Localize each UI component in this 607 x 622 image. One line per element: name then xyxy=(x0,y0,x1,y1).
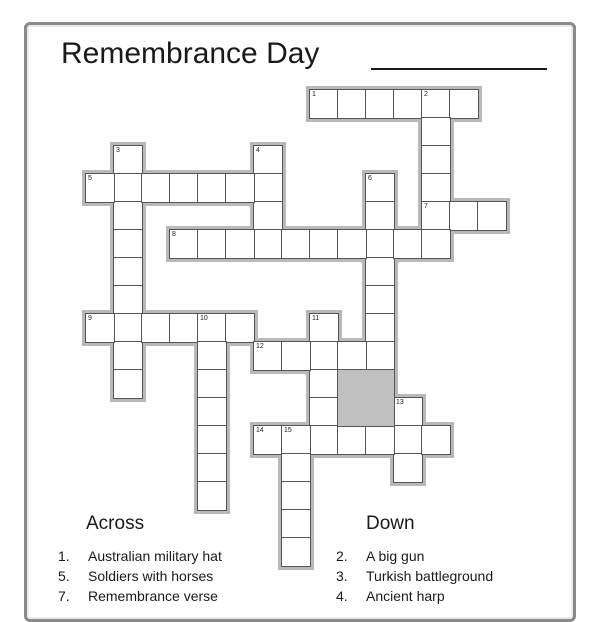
crossword-cell[interactable] xyxy=(198,314,226,342)
crossword-cell[interactable] xyxy=(394,426,422,454)
crossword-cell[interactable] xyxy=(310,230,338,258)
clue-item-number: 5. xyxy=(58,568,70,584)
clue-number: 3 xyxy=(116,147,120,154)
crossword-cell[interactable] xyxy=(254,202,282,230)
crossword-cell[interactable] xyxy=(422,202,450,230)
crossword-cell[interactable] xyxy=(366,202,394,230)
crossword-cell[interactable] xyxy=(310,314,338,342)
clue-item-number: 2. xyxy=(336,548,348,564)
clue-item xyxy=(58,586,222,606)
crossword-cell[interactable] xyxy=(282,342,310,370)
crossword-cell[interactable] xyxy=(394,230,422,258)
crossword-cell[interactable] xyxy=(198,398,226,426)
crossword-cell[interactable] xyxy=(114,342,142,370)
crossword-cell[interactable] xyxy=(394,398,422,426)
crossword-cell[interactable] xyxy=(86,174,114,202)
crossword-cell[interactable] xyxy=(114,314,142,342)
crossword-cell[interactable] xyxy=(366,230,394,258)
crossword-cell[interactable] xyxy=(310,342,338,370)
clue-number: 2 xyxy=(424,91,428,98)
clue-item-text: Soldiers with horses xyxy=(88,568,214,584)
clue-item-text: A big gun xyxy=(366,548,425,564)
clue-item xyxy=(58,546,222,566)
clue-item-text: Ancient harp xyxy=(366,588,445,604)
crossword-cell[interactable] xyxy=(338,90,366,118)
crossword-cell[interactable] xyxy=(366,258,394,286)
crossword-cell[interactable] xyxy=(366,174,394,202)
crossword-cell[interactable] xyxy=(114,174,142,202)
clue-item-number: 1. xyxy=(58,548,70,564)
clue-number: 10 xyxy=(200,315,208,322)
crossword-cell[interactable] xyxy=(422,146,450,174)
crossword-cell[interactable] xyxy=(198,174,226,202)
crossword-cell[interactable] xyxy=(310,398,338,426)
clue-number: 5 xyxy=(88,175,92,182)
crossword-cell[interactable] xyxy=(366,314,394,342)
crossword-cell[interactable] xyxy=(310,426,338,454)
clue-number: 14 xyxy=(256,427,264,434)
clue-item xyxy=(336,566,493,586)
clue-item-text: Turkish battleground xyxy=(366,568,494,584)
crossword-cell[interactable] xyxy=(226,314,254,342)
crossword-cell[interactable] xyxy=(226,230,254,258)
clue-number: 9 xyxy=(88,315,92,322)
crossword-cell[interactable] xyxy=(254,174,282,202)
crossword-cell[interactable] xyxy=(254,426,282,454)
crossword-cell[interactable] xyxy=(450,202,478,230)
crossword-cell[interactable] xyxy=(338,342,366,370)
crossword-cell[interactable] xyxy=(282,230,310,258)
crossword-cell[interactable] xyxy=(114,230,142,258)
crossword-cell[interactable] xyxy=(198,370,226,398)
across-heading: Across xyxy=(86,513,145,534)
crossword-cell[interactable] xyxy=(170,230,198,258)
crossword-cell[interactable] xyxy=(310,90,338,118)
crossword-cell[interactable] xyxy=(170,174,198,202)
crossword-cell[interactable] xyxy=(198,482,226,510)
crossword-cell[interactable] xyxy=(170,314,198,342)
crossword-cell[interactable] xyxy=(254,342,282,370)
clue-number: 6 xyxy=(368,175,372,182)
crossword-cell[interactable] xyxy=(366,90,394,118)
shaded-block xyxy=(338,370,394,426)
crossword-cell[interactable] xyxy=(450,90,478,118)
clue-item-text: Australian military hat xyxy=(88,548,222,564)
down-heading: Down xyxy=(366,513,415,534)
clue-item-text: Remembrance verse xyxy=(88,588,218,604)
crossword-cell[interactable] xyxy=(282,482,310,510)
clue-item-number: 4. xyxy=(336,588,348,604)
crossword-cell[interactable] xyxy=(478,202,506,230)
crossword-cell[interactable] xyxy=(254,230,282,258)
crossword-cell[interactable] xyxy=(338,426,366,454)
across-clue-list xyxy=(58,546,222,606)
crossword-cell[interactable] xyxy=(422,174,450,202)
crossword-cell[interactable] xyxy=(254,146,282,174)
clue-number: 11 xyxy=(312,315,320,322)
clue-number: 8 xyxy=(172,231,176,238)
crossword-cell[interactable] xyxy=(114,202,142,230)
crossword-cell[interactable] xyxy=(198,230,226,258)
clue-item-number: 3. xyxy=(336,568,348,584)
clue-item xyxy=(336,546,493,566)
crossword-cell[interactable] xyxy=(282,538,310,566)
crossword-cell[interactable] xyxy=(366,286,394,314)
clue-number: 4 xyxy=(256,147,260,154)
crossword-cell[interactable] xyxy=(198,454,226,482)
down-clue-list xyxy=(336,546,493,606)
clue-item xyxy=(58,566,222,586)
crossword-cell[interactable] xyxy=(366,426,394,454)
crossword-cell[interactable] xyxy=(142,174,170,202)
crossword-cell[interactable] xyxy=(422,230,450,258)
crossword-cell[interactable] xyxy=(394,90,422,118)
crossword-cell[interactable] xyxy=(114,370,142,398)
clue-number: 1 xyxy=(312,91,316,98)
crossword-cell[interactable] xyxy=(394,454,422,482)
crossword-cell[interactable] xyxy=(422,90,450,118)
crossword-cell[interactable] xyxy=(198,342,226,370)
crossword-cell[interactable] xyxy=(282,510,310,538)
crossword-cell[interactable] xyxy=(282,426,310,454)
clue-number: 13 xyxy=(396,399,404,406)
crossword-cell[interactable] xyxy=(338,230,366,258)
clue-item xyxy=(336,586,493,606)
clue-number: 7 xyxy=(424,203,428,210)
crossword-cell[interactable] xyxy=(366,342,394,370)
clue-number: 12 xyxy=(256,343,264,350)
crossword-cell[interactable] xyxy=(114,286,142,314)
clue-number: 15 xyxy=(284,427,292,434)
clue-item-number: 7. xyxy=(58,588,70,604)
crossword-cell[interactable] xyxy=(282,454,310,482)
crossword-cell[interactable] xyxy=(422,426,450,454)
crossword-cell[interactable] xyxy=(114,258,142,286)
page-title: Remembrance Day xyxy=(61,37,320,70)
crossword-cell[interactable] xyxy=(142,314,170,342)
crossword-cell[interactable] xyxy=(198,426,226,454)
crossword-cell[interactable] xyxy=(114,146,142,174)
crossword-cell[interactable] xyxy=(422,118,450,146)
crossword-cell[interactable] xyxy=(310,370,338,398)
crossword-cell[interactable] xyxy=(86,314,114,342)
crossword-cell[interactable] xyxy=(226,174,254,202)
